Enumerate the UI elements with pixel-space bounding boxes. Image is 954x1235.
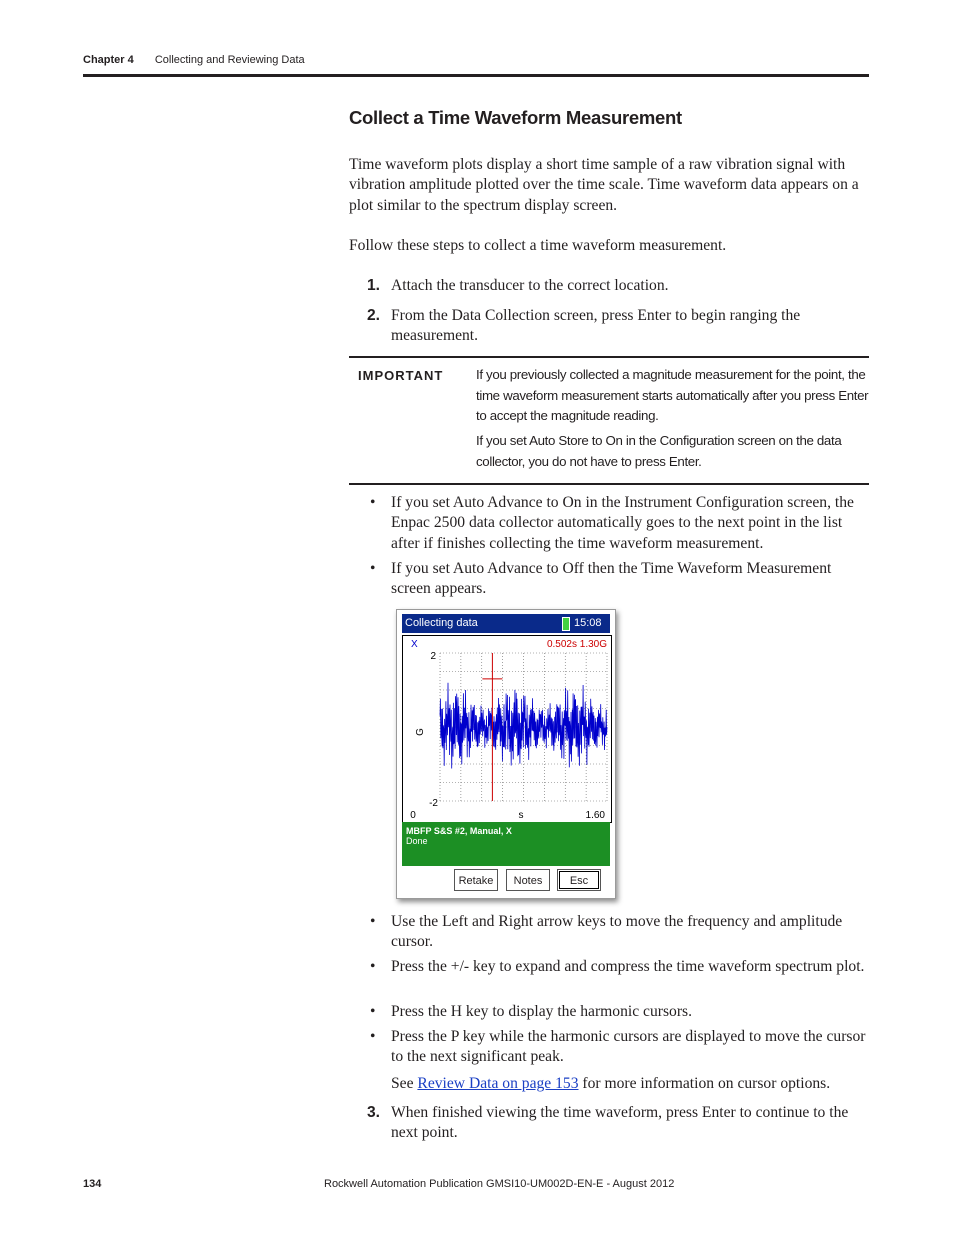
bullet-text: If you set Auto Advance to Off then the Time Waveform Measurement screen appears. [391,560,832,598]
bullet-item [349,957,871,977]
y-tick-bottom: -2 [429,798,438,809]
bullet-icon: • [370,494,376,511]
device-clock: 15:08 [574,617,602,629]
bullet-text: If you set Auto Advance to On in the Instrument Configuration screen, the Enpac 2500 data collector automatically goes to the next point in the list after if finishes collecting the time waveform measurement. [391,494,854,552]
status-point: MBFP S&S #2, Manual, X [406,826,512,836]
important-text-2: If you set Auto Store to On in the Configuration screen on the data collector, you do not have to press Enter. [476,433,842,469]
bullet-icon: • [370,913,376,930]
intro-paragraph: Time waveform plots display a short time sample of a raw vibration signal with vibration amplitude plotted over the time scale. Time waveform data appears on a plot similar to the spectrum display screen. [349,156,859,214]
notes-button[interactable]: Notes [506,869,550,891]
section-title: Collect a Time Waveform Measurement [349,107,682,128]
step-number: 3. [367,1104,381,1121]
publication-info: Rockwell Automation Publication GMSI10-UM002D-EN-E - August 2012 [324,1178,675,1190]
bullet-item [349,559,871,600]
page-number: 134 [83,1178,102,1190]
step-1 [349,276,871,296]
esc-button[interactable]: Esc [557,869,601,891]
important-label: IMPORTANT [358,368,444,383]
see-suffix: for more information on cursor options. [578,1075,831,1092]
x-tick-left: 0 [410,810,416,821]
retake-button[interactable]: Retake [454,869,498,891]
running-header [83,54,305,66]
important-top-rule [349,356,869,358]
bullet-item [349,1002,871,1022]
bullet-icon: • [370,560,376,577]
header-rule [83,74,869,77]
bullet-icon: • [370,958,376,975]
battery-icon [562,617,570,631]
step-text: Attach the transducer to the correct location. [391,277,669,294]
step-3 [349,1103,871,1144]
waveform-chart [403,636,611,822]
status-state: Done [406,836,428,846]
bullet-text: Press the P key while the harmonic cursors are displayed to move the cursor to the next significant peak. [391,1028,866,1066]
step-text: When finished viewing the time waveform, press Enter to continue to the next point. [391,1104,849,1142]
see-reference [391,1074,871,1094]
y-tick-top: 2 [430,651,436,662]
bullet-text: Use the Left and Right arrow keys to move the frequency and amplitude cursor. [391,913,843,951]
waveform-plot [402,635,612,823]
step-text: From the Data Collection screen, press Enter to begin ranging the measurement. [391,307,801,345]
x-tick-right: 1.60 [585,810,605,821]
see-prefix: See [391,1075,418,1092]
bullet-icon: • [370,1003,376,1020]
chapter-title: Collecting and Reviewing Data [154,54,305,66]
step-number: 1. [367,277,381,294]
device-screenshot [396,609,616,899]
bullet-item [349,912,871,953]
device-title-bar [402,614,610,633]
device-title: Collecting data [405,617,478,629]
bullet-item [349,1027,871,1068]
step-number: 2. [367,307,381,324]
important-bottom-rule [349,483,869,485]
review-data-link[interactable]: Review Data on page 153 [417,1075,579,1092]
cursor-readout: 0.502s 1.30G [546,639,607,650]
x-axis-unit: s [518,810,524,821]
device-status-panel [402,822,610,866]
important-text-1: If you previously collected a magnitude measurement for the point, the time waveform measurement starts automatically after you press Enter to accept the magnitude reading. [476,367,869,423]
y-axis-label: G [415,728,426,736]
follow-paragraph: Follow these steps to collect a time waveform measurement. [349,237,727,254]
bullet-text: Press the +/- key to expand and compress the time waveform spectrum plot. [391,958,865,975]
bullet-icon: • [370,1028,376,1045]
bullet-item [349,493,871,554]
chapter-number: Chapter 4 [83,54,134,66]
bullet-text: Press the H key to display the harmonic cursors. [391,1003,692,1020]
channel-label: X [411,639,418,650]
step-2 [349,306,871,347]
